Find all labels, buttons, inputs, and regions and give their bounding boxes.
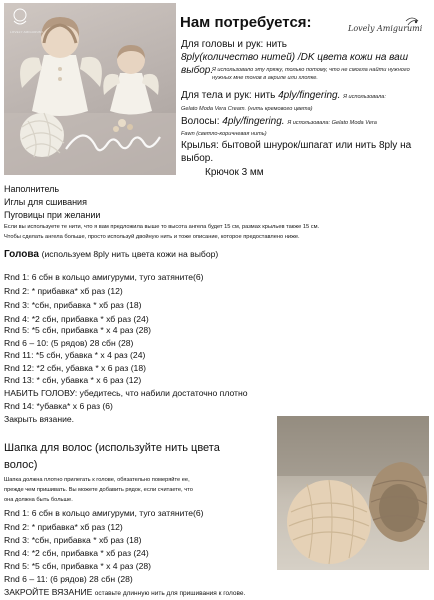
materials-hook: Крючок 3 мм: [205, 167, 264, 178]
head-title: Голова: [4, 249, 39, 260]
materials-body-line: [181, 90, 431, 103]
hair-cap-round-1: Rnd 1: 6 сбн в кольцо амигуруми, туго затяните(6): [4, 508, 204, 518]
hair-cap-finish-bold: ЗАКРОЙТЕ ВЯЗАНИЕ: [4, 587, 93, 597]
extras-filler: Наполнитель: [4, 184, 60, 194]
materials-hair-note: Я использовала: Gelato Moda Vera: [287, 120, 377, 126]
head-subtitle: (используем 8ply нить цвета кожи на выбор): [41, 249, 219, 259]
materials-hair-label: Волосы:: [181, 116, 220, 127]
hair-cap-round-4: Rnd 4: *2 сбн, прибавка * хб раз (24): [4, 548, 149, 558]
size-note-line1: Если вы используете те нити, что я вам предложила выше то высота ангела будет 15 см, размах крыльев также 15 см.: [4, 224, 320, 230]
hair-cap-finish: [4, 587, 245, 600]
extras-buttons: Пуговицы при желании: [4, 210, 101, 220]
script-logo-text: Lovely Amigurumi: [348, 24, 423, 33]
brand-logo-icon: [4, 3, 42, 33]
head-round-7: Rnd 11: *5 сбн, убавка * х 4 раз (24): [4, 350, 146, 360]
materials-body-label: Для тела и рук: нить: [181, 90, 276, 101]
materials-head-arms-line3: [181, 65, 213, 78]
head-round-6: Rnd 6 – 10: (5 рядов) 28 сбн (28): [4, 338, 134, 348]
head-heading: [4, 249, 218, 260]
hair-cap-illustration: [277, 416, 429, 570]
brand-logo-text: LOVELY AMIGURUMI: [10, 30, 43, 34]
materials-wings: Крылья: бытовой шнурок/шпагат или нить 8ply на выбор.: [181, 140, 412, 164]
hair-cap-round-3: Rnd 3: *сбн, прибавка * хб раз (18): [4, 535, 142, 545]
head-stuff-note: НАБИТЬ ГОЛОВУ: убедитесь, что набили достаточно плотно: [4, 388, 248, 398]
materials-hair-yarn-name: Fawn (светло-коричневая нить): [181, 131, 267, 137]
materials-body-yarn: 4ply/fingering.: [278, 90, 341, 101]
head-round-10: Rnd 14: *убавка* х 6 раз (6): [4, 401, 113, 411]
hair-cap-desc-line2: прежде чем пришивать. Вы можете добавить рядок, если считаете, что: [4, 487, 193, 493]
materials-head-arms-choice: выбор.: [181, 65, 214, 76]
head-round-1: Rnd 1: 6 сбн в кольцо амигуруми, туго затяните(6): [4, 272, 204, 282]
head-close: Закрыть вязание.: [4, 414, 75, 424]
materials-head-arms-line2: 8ply(количество нитей) /DK цвета кожи на ваш: [181, 52, 409, 63]
size-note-line2: Чтобы сделать ангела больше, просто используй двойную нить и тоже описание, которое предоставлено ниже.: [4, 234, 300, 240]
materials-hair-yarn: 4ply/fingering.: [222, 116, 285, 127]
hair-cap-desc-line1: Шапка должна плотно прилегать к голове, обязательно померяйте ее,: [4, 477, 190, 483]
head-round-4: Rnd 4: *2 сбн, прибавка * хб раз (24): [4, 314, 149, 324]
hair-cap-title-line2: волос): [4, 459, 38, 471]
head-round-3: Rnd 3: *сбн, прибавка * хб раз (18): [4, 300, 142, 310]
extras-needles: Иглы для сшивания: [4, 197, 87, 207]
materials-hair-line: [181, 116, 431, 129]
hair-cap-desc-line3: она должна быть больше.: [4, 497, 73, 503]
hair-cap-title-line1: Шапка для волос (используйте нить цвета: [4, 442, 220, 454]
materials-title: Нам потребуется:: [180, 14, 312, 31]
hair-cap-round-6: Rnd 6 – 11: (6 рядов) 28 сбн (28): [4, 574, 133, 584]
hair-cap-finish-rest: оставьте длинную нить для пришивания к голове.: [94, 590, 246, 597]
materials-head-arms-line1: Для головы и рук: нить: [181, 39, 288, 50]
head-round-8: Rnd 12: *2 сбн, убавка * х 6 раз (18): [4, 363, 146, 373]
materials-body-note: Я использовала:: [343, 94, 386, 100]
head-round-5: Rnd 5: *5 сбн, прибавка * х 4 раз (28): [4, 325, 152, 335]
materials-head-arms-yarn: Gelato Moda Vera Cream. (нить кремового цвета): [181, 106, 313, 112]
head-round-9: Rnd 13: * сбн, убавка * х 6 раз (12): [4, 375, 142, 385]
materials-head-arms-note: Я использовало эту пряжу, только потому, что не смогла найти нужного нужных мне тонов в акриле или хлопке.: [212, 67, 410, 81]
hair-cap-photo: [277, 416, 429, 570]
head-round-2: Rnd 2: * прибавка* хб раз (12): [4, 286, 123, 296]
hair-cap-round-2: Rnd 2: * прибавка* хб раз (12): [4, 522, 123, 532]
hair-cap-round-5: Rnd 5: *5 сбн, прибавка * х 4 раз (28): [4, 561, 152, 571]
